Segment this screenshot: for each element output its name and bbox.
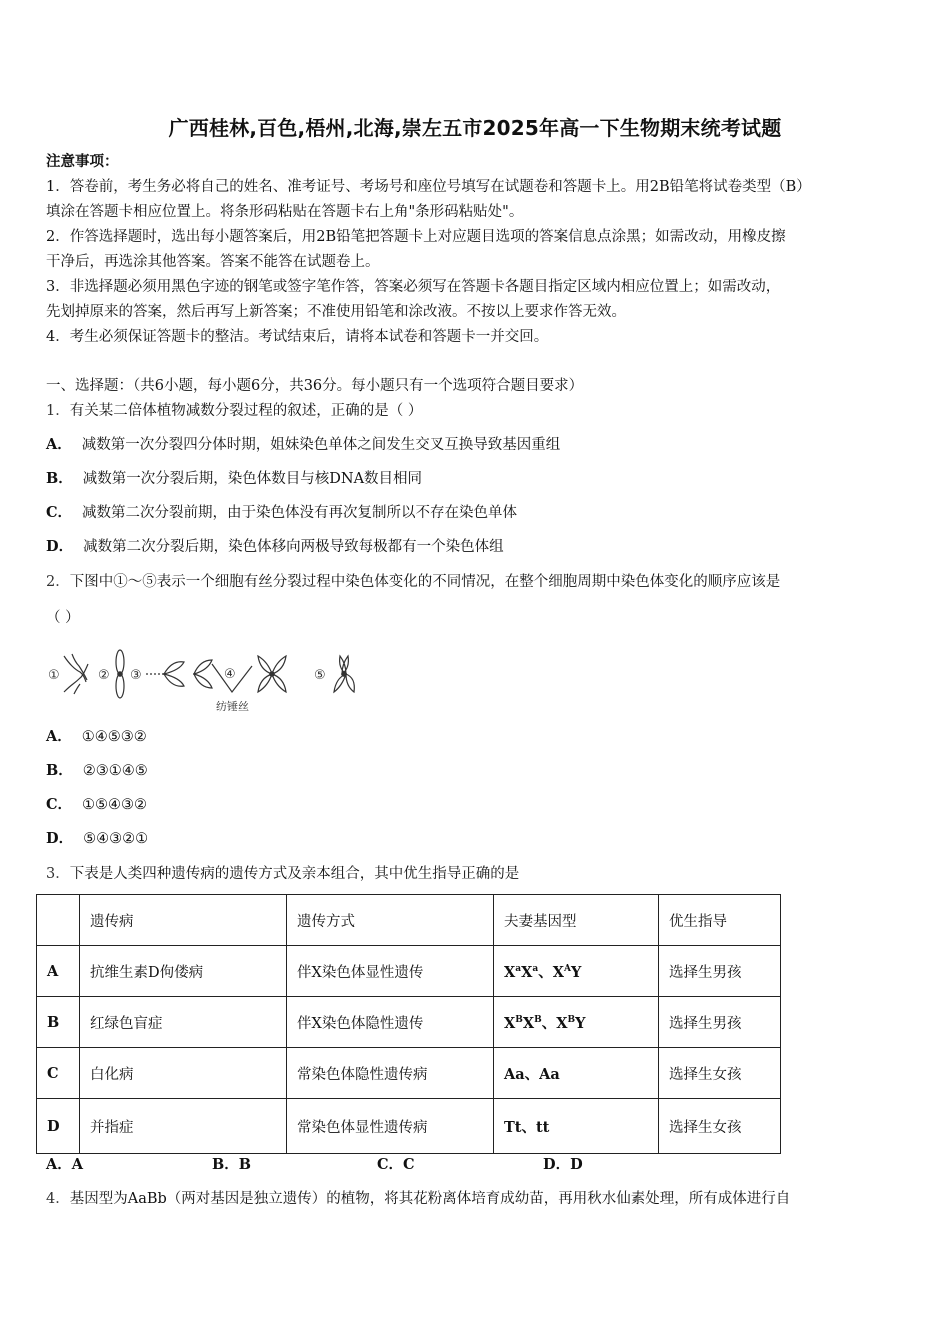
option-label: A． [46, 436, 72, 453]
option-text: 减数第二次分裂前期，由于染色体没有再次复制所以不存在染色单体 [82, 505, 518, 521]
question-2 [46, 572, 906, 592]
genetic-disease-table [36, 894, 781, 1154]
chromatid-3a [164, 662, 184, 674]
table-header-cell: 优生指导 [659, 895, 781, 946]
advice-cell: 选择生男孩 [659, 946, 781, 997]
row-key: C [37, 1048, 80, 1099]
table-header-cell: 夫妻基因型 [494, 895, 659, 946]
question-number: 1． [46, 403, 70, 419]
table-header-row [37, 895, 781, 946]
option-label: C． [46, 796, 73, 813]
question-stem: 基因型为AaBb（两对基因是独立遗传）的植物，将其花粉离体培育成幼苗，再用秋水仙素处理，所有成体进行自 [69, 1191, 791, 1207]
table-row [37, 1048, 781, 1099]
question-number: 3． [46, 866, 70, 882]
mode-cell: 伴X染色体显性遗传 [287, 946, 494, 997]
genotype-part: X [522, 1014, 535, 1032]
q3-option-d[interactable]: D．D [543, 1156, 583, 1173]
table-row [37, 946, 781, 997]
q1-option-b[interactable] [46, 469, 422, 489]
q1-option-c[interactable] [46, 503, 517, 523]
genotype-cell: Aa、Aa [494, 1048, 659, 1099]
genotype-sup: a [515, 963, 522, 974]
option-text: 减数第一次分裂四分体时期，姐妹染色单体之间发生交叉互换导致基因重组 [81, 437, 561, 453]
notice-line: 干净后，再选涂其他答案。答案不能答在试题卷上。 [46, 254, 380, 270]
question-number: 4． [46, 1191, 70, 1207]
notice-heading: 注意事项： [46, 153, 119, 170]
table-row [37, 1099, 781, 1154]
question-stem: 下表是人类四种遗传病的遗传方式及亲本组合，其中优生指导正确的是 [69, 866, 520, 882]
option-label: D． [46, 830, 74, 847]
genotype-sup: B [534, 1014, 542, 1025]
table-header-cell: 遗传方式 [287, 895, 494, 946]
option-text: 减数第一次分裂后期，染色体数目与核DNA数目相同 [82, 471, 423, 487]
question-number: 2． [46, 574, 70, 590]
q1-option-d[interactable] [46, 537, 504, 557]
mode-cell: 伴X染色体隐性遗传 [287, 997, 494, 1048]
figure-marker-3: ③ [130, 668, 142, 683]
q2-option-a[interactable] [46, 727, 147, 747]
q1-option-a[interactable] [46, 435, 560, 455]
option-text: 减数第二次分裂后期，染色体移向两极导致每极都有一个染色体组 [83, 539, 504, 555]
genotype-sup: A [563, 963, 571, 974]
row-key: A [37, 946, 80, 997]
genotype-part: Y [570, 963, 582, 981]
genotype-sep: 、 [541, 1014, 557, 1032]
disease-cell: 并指症 [80, 1099, 287, 1154]
genotype-cell [494, 997, 659, 1048]
table-row [37, 997, 781, 1048]
table-header-cell: 遗传病 [80, 895, 287, 946]
question-2-bracket: （ ） [46, 610, 80, 626]
section-heading: 一、选择题：（共6小题，每小题6分，共36分。每小题只有一个选项符合题目要求） [46, 378, 584, 394]
chromatid-4a [194, 660, 212, 674]
option-text: ①⑤④③② [82, 797, 148, 813]
mode-cell: 常染色体隐性遗传病 [287, 1048, 494, 1099]
q2-option-d[interactable] [46, 829, 148, 849]
genotype-sup: B [567, 1014, 576, 1025]
notice-line: 2．作答选择题时，选出每小题答案后，用2B铅笔把答题卡上对应题目选项的答案信息点涂黑；如需改动，用橡皮擦 [46, 229, 786, 245]
mitosis-chromosome-figure [44, 648, 364, 716]
genotype-sep: 、 [538, 963, 553, 981]
advice-cell: 选择生女孩 [659, 1048, 781, 1099]
figure-marker-5: ⑤ [314, 668, 326, 683]
mode-cell: 常染色体显性遗传病 [287, 1099, 494, 1154]
option-text: ②③①④⑤ [82, 763, 148, 779]
question-3 [46, 864, 906, 884]
q2-option-c[interactable] [46, 795, 147, 815]
option-label: D． [46, 538, 74, 555]
q3-option-b[interactable]: B．B [212, 1156, 252, 1173]
option-label: B． [46, 470, 73, 487]
q3-option-a[interactable]: A．A [46, 1156, 84, 1173]
genotype-part: X [504, 963, 516, 981]
advice-cell: 选择生男孩 [659, 997, 781, 1048]
figure-caption: 纺锤丝 [216, 700, 249, 713]
figure-marker-4: ④ [224, 667, 236, 682]
disease-cell: 白化病 [80, 1048, 287, 1099]
genotype-sup: a [532, 963, 539, 974]
q3-option-c[interactable]: C．C [377, 1156, 415, 1173]
notice-line: 3．非选择题必须用黑色字迹的钢笔或签字笔作答，答案必须写在答题卡各题目指定区域内相应位置上；如需改动， [46, 279, 781, 295]
option-text: ①④⑤③② [81, 729, 147, 745]
figure-marker-1: ① [48, 668, 60, 683]
question-stem: 有关某二倍体植物减数分裂过程的叙述，正确的是（ ） [69, 403, 423, 419]
figure-marker-2: ② [98, 668, 110, 683]
chromatid-2a [116, 650, 124, 674]
table-header-cell [37, 895, 80, 946]
notice-line: 1．答卷前，考生务必将自己的姓名、准考证号、考场号和座位号填写在试题卷和答题卡上。用2B铅笔将试卷类型（B） [46, 179, 811, 195]
option-label: B． [46, 762, 73, 779]
option-text: ⑤④③②① [83, 831, 149, 847]
row-key: D [37, 1099, 80, 1154]
question-stem: 下图中①～⑤表示一个细胞有丝分裂过程中染色体变化的不同情况，在整个细胞周期中染色体变化的顺序应该是 [69, 574, 781, 590]
genotype-part: Y [575, 1014, 586, 1032]
genotype-cell [494, 946, 659, 997]
genotype-cell: Tt、tt [494, 1099, 659, 1154]
row-key: B [37, 997, 80, 1048]
notice-line: 4．考生必须保证答题卡的整洁。考试结束后，请将本试卷和答题卡一并交回。 [46, 329, 549, 345]
disease-cell: 红绿色盲症 [80, 997, 287, 1048]
question-1 [46, 401, 906, 421]
genotype-sup: B [515, 1014, 523, 1025]
notice-line: 先划掉原来的答案，然后再写上新答案；不准使用铅笔和涂改液。不按以上要求作答无效。 [46, 304, 626, 320]
genotype-part: X [504, 1014, 516, 1032]
notice-line: 填涂在答题卡相应位置上。将条形码粘贴在答题卡右上角"条形码粘贴处"。 [46, 204, 524, 220]
option-label: A． [46, 728, 72, 745]
genotype-part: X [521, 963, 533, 981]
option-label: C． [46, 504, 73, 521]
question-4 [46, 1189, 906, 1209]
advice-cell: 选择生女孩 [659, 1099, 781, 1154]
q2-option-b[interactable] [46, 761, 148, 781]
disease-cell: 抗维生素D佝偻病 [80, 946, 287, 997]
genotype-part: X [556, 1014, 568, 1032]
page-title: 广西桂林,百色,梧州,北海,崇左五市2025年高一下生物期末统考试题 [168, 116, 782, 140]
genotype-part: X [552, 963, 564, 981]
